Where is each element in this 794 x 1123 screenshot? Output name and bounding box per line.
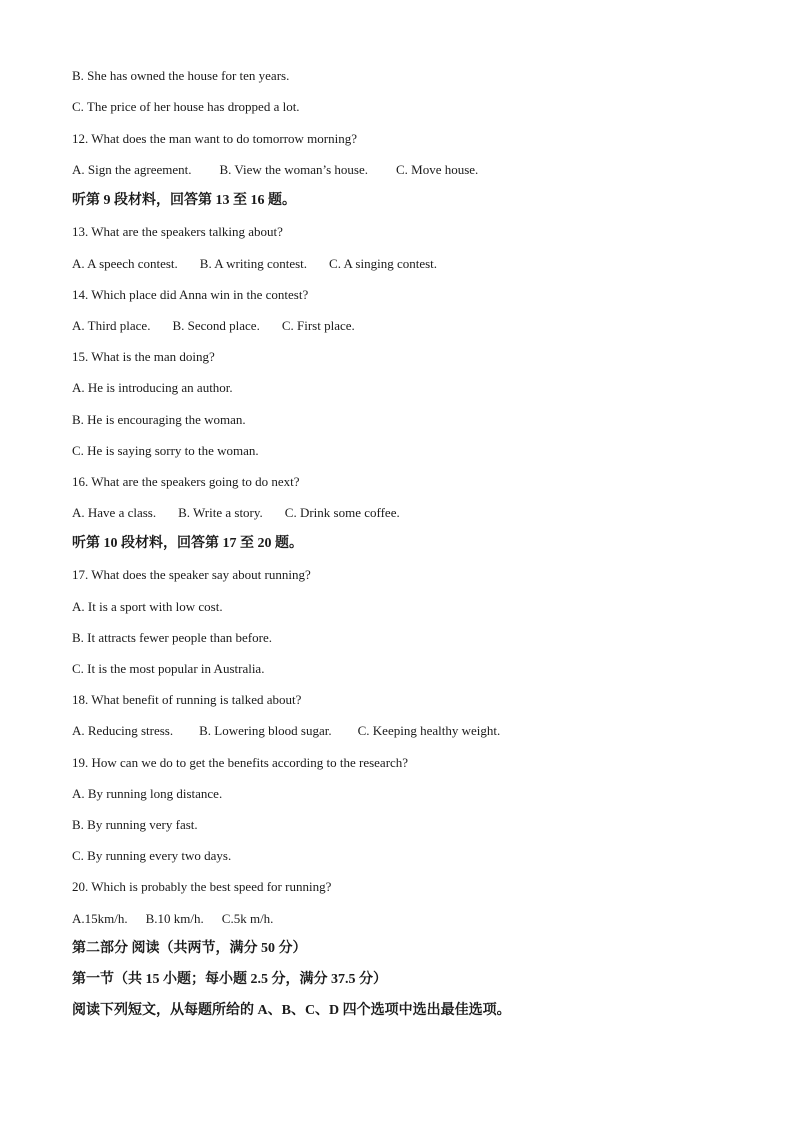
question-19: 19. How can we do to get the benefits according to the research?	[72, 755, 409, 770]
option-a: A. Reducing stress.	[72, 723, 174, 738]
option-a: A. By running long distance.	[72, 786, 223, 801]
option-b: B. By running very fast.	[72, 817, 198, 832]
option-b: B. It attracts fewer people than before.	[72, 630, 272, 645]
option-a: A. He is introducing an author.	[72, 380, 233, 395]
option-c: C. He is saying sorry to the woman.	[72, 443, 259, 458]
option-b: B.10 km/h.	[145, 911, 204, 926]
question-16: 16. What are the speakers going to do next?	[72, 474, 300, 489]
options-12	[72, 162, 478, 178]
question-14: 14. Which place did Anna win in the contest?	[72, 287, 309, 302]
options-16	[72, 505, 400, 521]
option-a: A. Have a class.	[72, 505, 157, 520]
options-20	[72, 911, 273, 927]
question-12: 12. What does the man want to do tomorrow morning?	[72, 131, 357, 146]
option-a: A.15km/h.	[72, 911, 128, 926]
option-line: C. The price of her house has dropped a lot.	[72, 99, 300, 114]
option-a: A. Third place.	[72, 318, 151, 333]
option-c: C. First place.	[281, 318, 355, 333]
options-14	[72, 318, 355, 334]
question-13: 13. What are the speakers talking about?	[72, 224, 283, 239]
option-c: C. Keeping healthy weight.	[357, 723, 501, 738]
option-b: B. Write a story.	[178, 505, 263, 520]
section-one-heading: 第一节（共 15 小题；每小题 2.5 分，满分 37.5 分）	[72, 972, 387, 987]
option-c: C.5k m/h.	[221, 911, 274, 926]
question-20: 20. Which is probably the best speed for running?	[72, 879, 332, 894]
reading-instruction: 阅读下列短文，从每题所给的 A、B、C、D 四个选项中选出最佳选项。	[72, 1003, 511, 1018]
part-two-heading: 第二部分 阅读（共两节，满分 50 分）	[72, 941, 307, 956]
options-18	[72, 723, 500, 739]
question-18: 18. What benefit of running is talked about?	[72, 692, 302, 707]
option-line: B. She has owned the house for ten years.	[72, 68, 290, 83]
option-b: B. View the woman’s house.	[219, 162, 368, 177]
option-a: A. It is a sport with low cost.	[72, 599, 223, 614]
option-c: C. Drink some coffee.	[284, 505, 400, 520]
option-b: B. Second place.	[172, 318, 260, 333]
option-b: B. A writing contest.	[199, 256, 308, 271]
option-c: C. By running every two days.	[72, 848, 232, 863]
option-b: B. Lowering blood sugar.	[199, 723, 332, 738]
question-15: 15. What is the man doing?	[72, 349, 215, 364]
section-heading-9: 听第 9 段材料，回答第 13 至 16 题。	[72, 193, 296, 208]
option-b: B. He is encouraging the woman.	[72, 412, 246, 427]
section-heading-10: 听第 10 段材料，回答第 17 至 20 题。	[72, 536, 303, 551]
options-13	[72, 256, 437, 272]
option-c: C. It is the most popular in Australia.	[72, 661, 265, 676]
option-c: C. Move house.	[395, 162, 479, 177]
option-c: C. A singing contest.	[329, 256, 438, 271]
question-17: 17. What does the speaker say about running?	[72, 567, 311, 582]
option-a: A. A speech contest.	[72, 256, 178, 271]
option-a: A. Sign the agreement.	[72, 162, 192, 177]
